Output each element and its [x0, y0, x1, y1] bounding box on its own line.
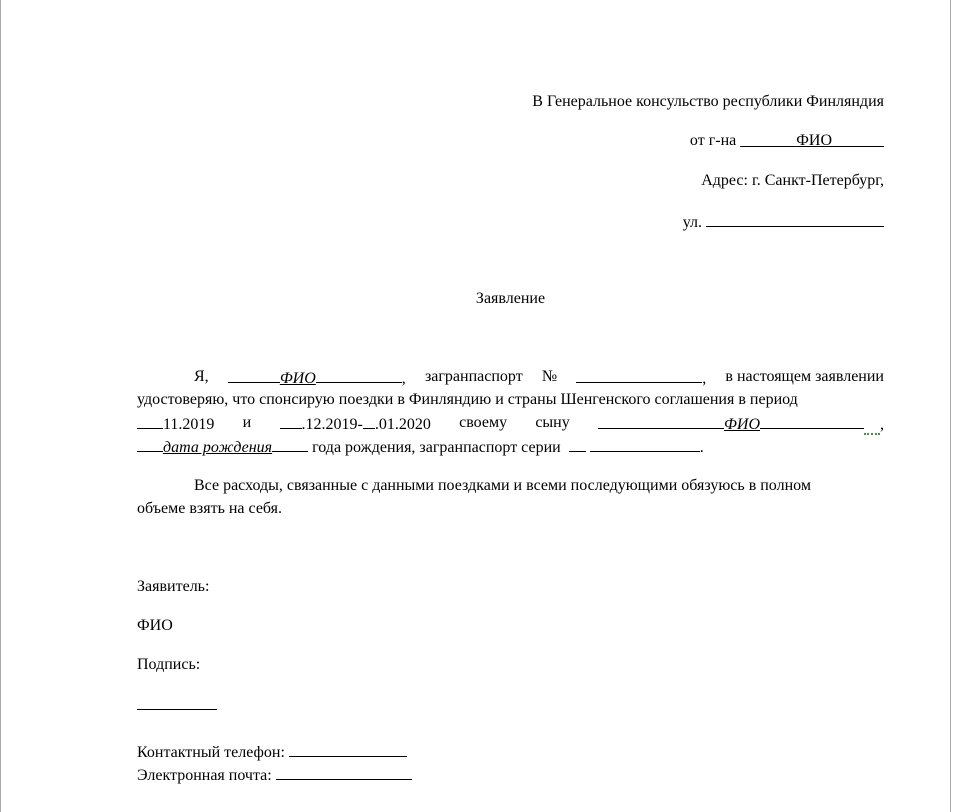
signature-line	[137, 694, 217, 716]
period-start: 11.2019	[137, 413, 214, 435]
birth-date-field: дата рождения	[163, 439, 273, 456]
document-title: Заявление	[475, 290, 546, 307]
page-left-edge	[0, 0, 1, 812]
from-prefix: от г-на	[689, 132, 741, 149]
son-name-field: ФИО ,	[598, 413, 884, 435]
page-right-edge	[950, 0, 951, 812]
passport-series-field	[569, 436, 586, 452]
passport-number-field: ,	[576, 367, 706, 389]
number-sign: №	[541, 368, 558, 385]
p1-line4-text: года рождения, загранпаспорт серии	[308, 439, 565, 456]
dob-blank-left	[137, 436, 163, 452]
signature-label: Подпись:	[137, 656, 201, 673]
from-line	[690, 131, 884, 151]
phone-line	[137, 741, 407, 763]
period-mid: .12.2019- .01.2020	[280, 413, 431, 435]
p2-line1: Все расходы, связанные с данными поездками и всеми последующими обязуюсь в полном	[194, 477, 811, 494]
phone-blank	[289, 741, 407, 757]
son-word: сыну	[535, 414, 570, 431]
passport-word: загранпаспорт	[424, 368, 523, 385]
street-blank	[706, 211, 884, 227]
and-word: и	[242, 414, 252, 431]
passport-series-number-field	[590, 436, 700, 452]
email-blank	[276, 764, 412, 780]
p1-line3	[137, 413, 884, 435]
p1-line2: удостоверяю, что спонсирую поездки в Финляндию и страны Шенгенского соглашения в период	[137, 391, 798, 408]
email-label: Электронная почта:	[137, 767, 276, 784]
applicant-name-field: ФИО ,	[228, 367, 406, 389]
ya-word: Я,	[194, 368, 209, 385]
own-word: своему	[459, 414, 508, 431]
phone-label: Контактный телефон:	[137, 744, 289, 761]
dob-blank-right	[272, 436, 308, 452]
applicant-label: Заявитель:	[137, 578, 210, 595]
street-line	[683, 211, 884, 233]
p2-line2: объеме взять на себя.	[137, 500, 283, 517]
from-name: ФИО	[796, 132, 832, 149]
p1-line1-end: в настоящем заявлении	[725, 368, 884, 385]
recipient-line: В Генеральное консульство республики Финляндия	[532, 93, 884, 110]
email-line	[137, 764, 412, 786]
applicant-name: ФИО	[137, 617, 173, 634]
address-line: Адрес: г. Санкт-Петербург,	[701, 172, 884, 189]
p1-line4: дата рождения года рождения, загранпаспорт серии .	[137, 436, 704, 458]
p1-line1	[194, 367, 884, 389]
street-prefix: ул.	[682, 214, 706, 231]
